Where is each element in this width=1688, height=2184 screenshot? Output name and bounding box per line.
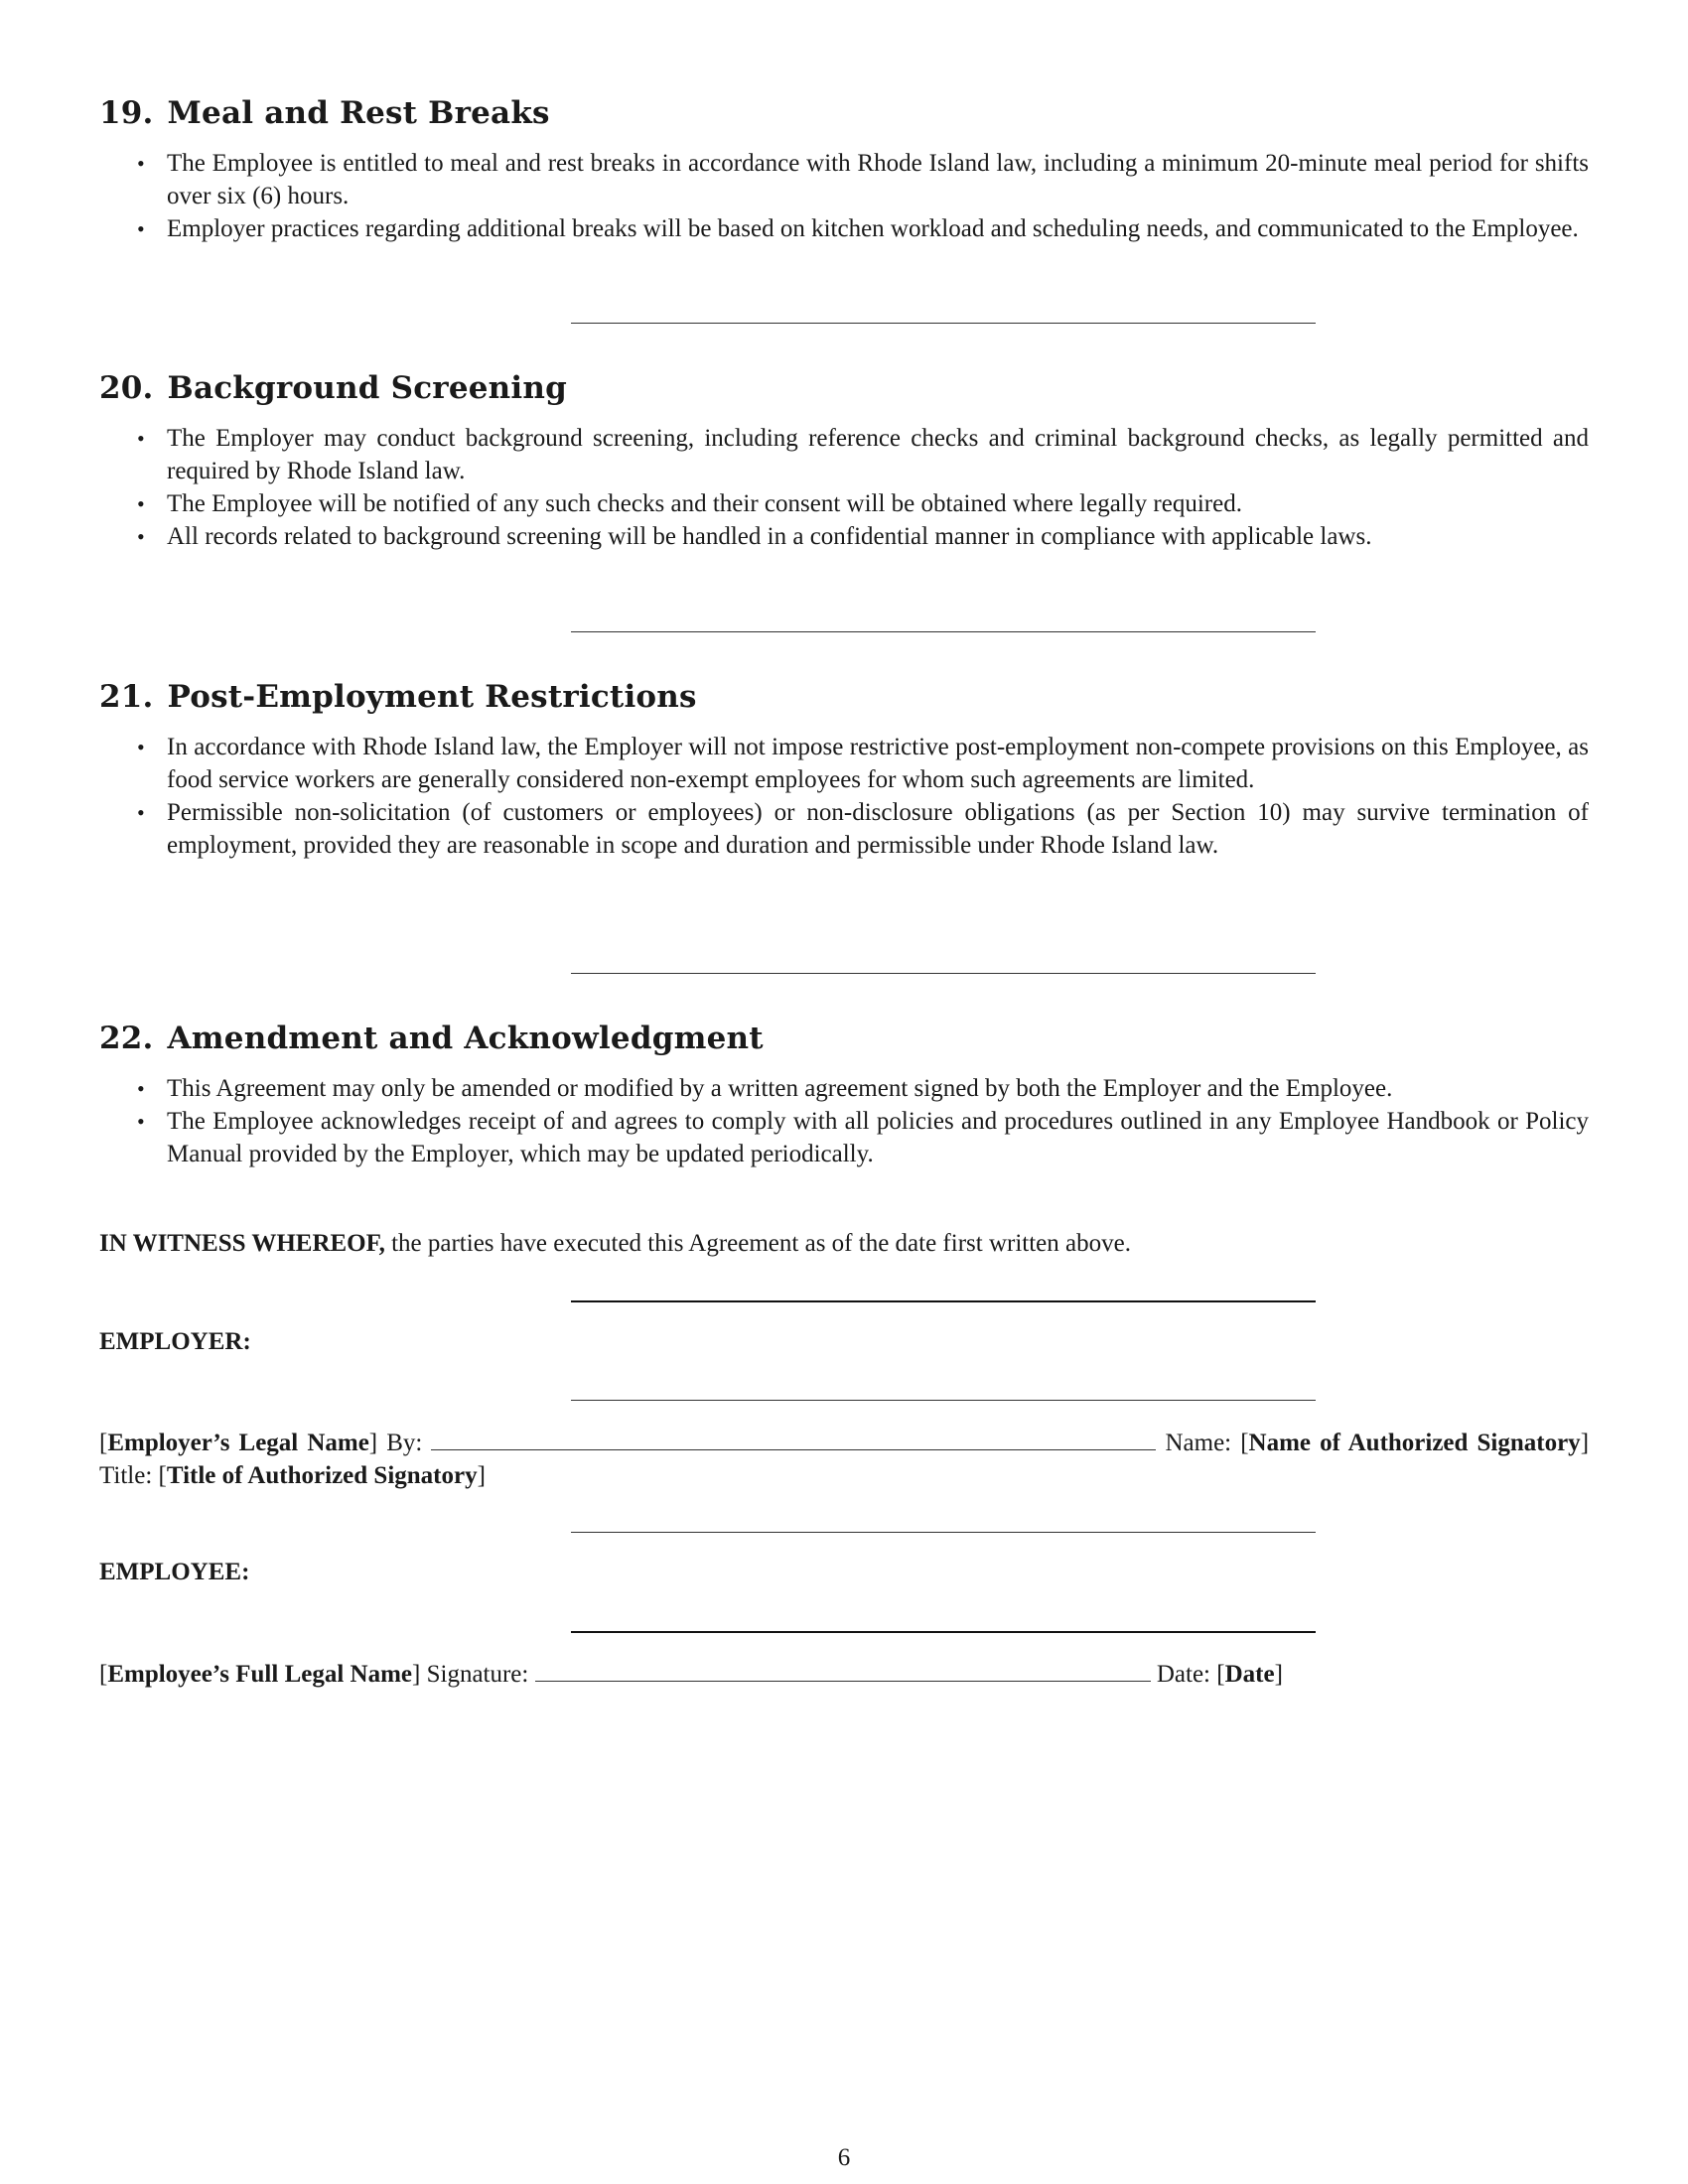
bullet-list	[99, 147, 1589, 245]
page-number: 6	[837, 2144, 851, 2171]
section-heading: 20. Background Screening	[99, 370, 567, 406]
employer-signature-block: [Employer’s Legal Name] By: Name: [Name of Authorized Signatory] Title: [Title of Authorized Signatory]	[99, 1425, 1589, 1492]
list-item: • The Employee will be notified of any such checks and their consent will be obtained where legally required.	[99, 487, 1589, 520]
bullet-icon: •	[137, 151, 145, 176]
signature-block-divider	[571, 1300, 1316, 1302]
list-item: • In accordance with Rhode Island law, the Employer will not impose restrictive post-employment non-compete provisions on this Employee, as food service workers are generally considered non-exempt employees for whom such agreements are limited.	[99, 731, 1589, 796]
bullet-list	[99, 422, 1589, 553]
bullet-icon: •	[137, 800, 145, 825]
section-heading: 19. Meal and Rest Breaks	[99, 95, 550, 131]
employee-label: EMPLOYEE:	[99, 1559, 250, 1585]
section-22	[99, 1021, 1589, 1170]
list-item: • Permissible non-solicitation (of customers or employees) or non-disclosure obligations (as per Section 10) may survive termination of employment, provided they are reasonable in scope and duration and permissible under Rhode Island law.	[99, 796, 1589, 862]
section-19	[99, 95, 1589, 245]
employee-signature-block: [Employee’s Full Legal Name] Signature: Date: [Date]	[99, 1656, 1589, 1691]
bullet-list	[99, 731, 1589, 862]
list-item: • The Employer may conduct background screening, including reference checks and criminal background checks, as legally permitted and required by Rhode Island law.	[99, 422, 1589, 487]
employer-end-divider	[571, 1532, 1316, 1533]
bullet-icon: •	[137, 735, 145, 759]
section-heading: 22. Amendment and Acknowledgment	[99, 1021, 764, 1056]
section-20	[99, 370, 1589, 553]
witness-clause: IN WITNESS WHEREOF, the parties have executed this Agreement as of the date first written above.	[99, 1230, 1131, 1257]
bullet-icon: •	[137, 216, 145, 241]
employee-divider	[571, 1631, 1316, 1633]
list-item: • The Employee is entitled to meal and rest breaks in accordance with Rhode Island law, including a minimum 20-minute meal period for shifts over six (6) hours.	[99, 147, 1589, 212]
list-item: • This Agreement may only be amended or modified by a written agreement signed by both the Employer and the Employee.	[99, 1072, 1589, 1105]
bullet-icon: •	[137, 491, 145, 516]
bullet-icon: •	[137, 1076, 145, 1101]
list-item: • The Employee acknowledges receipt of and agrees to comply with all policies and procedures outlined in any Employee Handbook or Policy Manual provided by the Employer, which may be updated periodically.	[99, 1105, 1589, 1170]
section-21	[99, 679, 1589, 862]
list-item: • All records related to background screening will be handled in a confidential manner in compliance with applicable laws.	[99, 520, 1589, 553]
section-divider	[571, 973, 1316, 974]
employee-signature-line[interactable]	[535, 1656, 1151, 1682]
bullet-icon: •	[137, 524, 145, 549]
employer-signature-line[interactable]	[431, 1425, 1156, 1450]
section-divider	[571, 631, 1316, 632]
bullet-list	[99, 1072, 1589, 1170]
bullet-icon: •	[137, 426, 145, 451]
employer-divider	[571, 1400, 1316, 1401]
list-item: • Employer practices regarding additional breaks will be based on kitchen workload and scheduling needs, and communicated to the Employee.	[99, 212, 1589, 245]
section-divider	[571, 323, 1316, 324]
section-heading: 21. Post-Employment Restrictions	[99, 679, 697, 715]
bullet-icon: •	[137, 1109, 145, 1134]
employer-label: EMPLOYER:	[99, 1328, 251, 1355]
